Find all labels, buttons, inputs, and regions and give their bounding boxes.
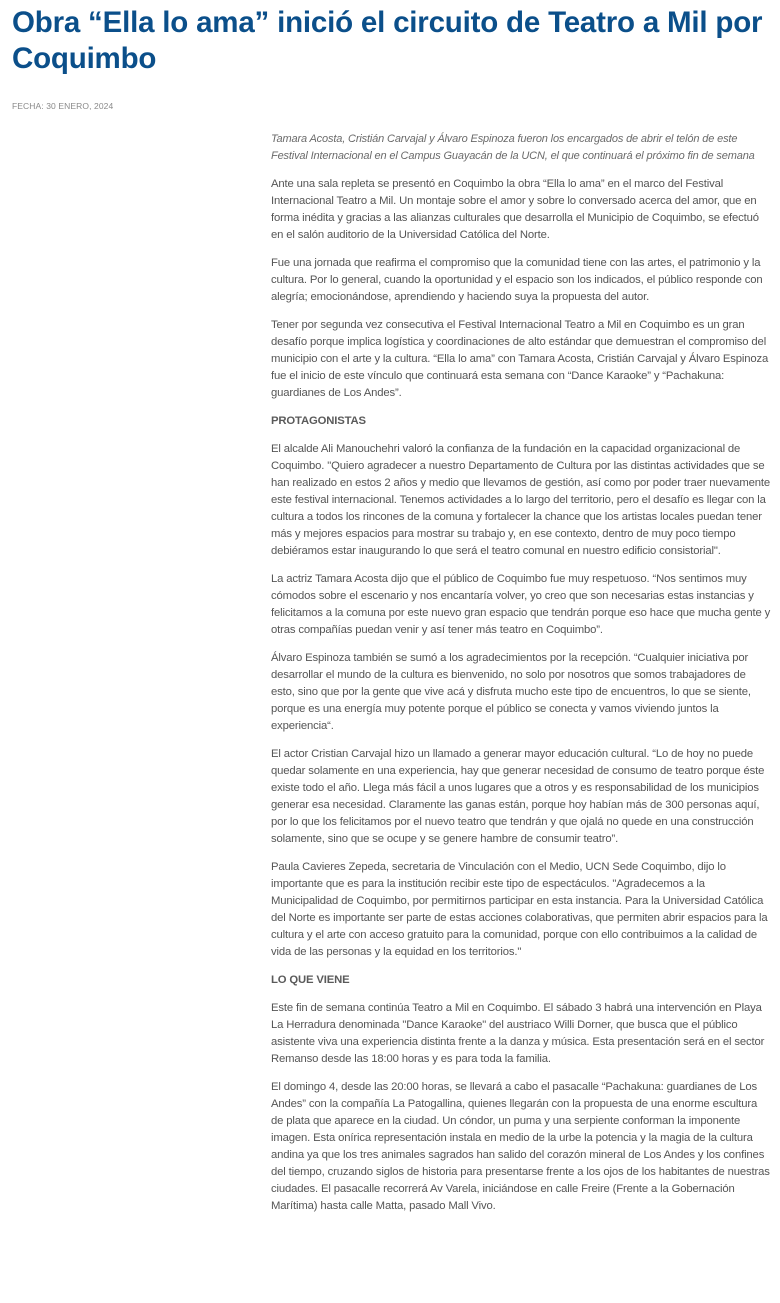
article-paragraph: Fue una jornada que reafirma el compromiso que la comunidad tiene con las artes, el patrimonio y la cultura. Por lo general, cuando la oportunidad y el espacio son los indicados, el público responde con alegría; emocionándose, aprendiendo y haciendo suya la propuesta del autor. bbox=[271, 257, 763, 303]
article-title: Obra “Ella lo ama” inició el circuito de Teatro a Mil por Coquimbo bbox=[12, 6, 763, 75]
article-lead: Tamara Acosta, Cristián Carvajal y Álvaro Espinoza fueron los encargados de abrir el telón de este Festival Internacional en el Campus Guayacán de la UCN, el que continuará el próximo fin de semana bbox=[271, 133, 755, 162]
article-paragraph: El actor Cristian Carvajal hizo un llamado a generar mayor educación cultural. “Lo de hoy no puede quedar solamente en una experiencia, hay que generar necesidad de consumo de teatro porque éste existe todo el año. Llega más fácil a unos lugares que a otros y es responsabilidad de los municipios generar esa necesidad. Claramente las ganas están, porque hoy habían más de 300 personas aquí, por lo que los felicitamos por el nuevo teatro que tendrán y que ojalá no quede en una construcción solamente, sino que se ocupe y se genere hambre de consumir teatro”. bbox=[271, 748, 765, 845]
article-paragraph: Ante una sala repleta se presentó en Coquimbo la obra “Ella lo ama” en el marco del Festival Internacional Teatro a Mil. Un montaje sobre el amor y sobre lo conversado acerca del amor, que en forma inédita y gracias a las alianzas culturales que desarrolla el Municipio de Coquimbo, se efectuó en el salón auditorio de la Universidad Católica del Norte. bbox=[271, 178, 759, 241]
article-body bbox=[271, 131, 771, 1226]
article-paragraph: La actriz Tamara Acosta dijo que el público de Coquimbo fue muy respetuoso. “Nos sentimos muy cómodos sobre el escenario y nos encantaría volver, yo creo que son necesarias estas instancias y felicitamos a la comuna por este nuevo gran espacio que tendrán porque eso hace que mucha gente y otras compañías puedan venir y así tener más teatro en Coquimbo”. bbox=[271, 573, 771, 636]
article-paragraph: El domingo 4, desde las 20:00 horas, se llevará a cabo el pasacalle “Pachakuna: guardianes de Los Andes” con la compañía La Patogallina, quienes llegarán con la propuesta de una enorme escultura de plata que aparece en la ciudad. Un cóndor, un puma y una serpiente conforman la imponente imagen. Esta onírica representación instala en medio de la urbe la potencia y la magia de la cultura andina ya que los tres animales sagrados han salido del corazón mineral de Los Andes y los confines del tiempo, cruzando siglos de historia para presentarse frente a los ojos de los habitantes de nuestras ciudades. El pasacalle recorrerá Av Varela, iniciándose en calle Freire (Frente a la Gobernación Marítima) hasta calle Matta, pasado Mall Vivo. bbox=[271, 1081, 770, 1212]
article-paragraph: El alcalde Ali Manouchehri valoró la confianza de la fundación en la capacidad organizacional de Coquimbo. "Quiero agradecer a nuestro Departamento de Cultura por las distintas actividades que se han realizado en estos 2 años y medio que llevamos de gestión, así como por poder traer nuevamente este festival internacional. Tenemos actividades a lo largo del territorio, pero el desafío es llegar con la cultura a todos los rincones de la comuna y fortalecer la chance que los artistas locales puedan tener más y mejores espacios para mostrar su trabajo y, en ese contexto, dentro de muy poco tiempo debiéramos estar inaugurando lo que será el teatro comunal en nuestro edificio consistorial". bbox=[271, 443, 770, 557]
article-paragraph: Este fin de semana continúa Teatro a Mil en Coquimbo. El sábado 3 habrá una intervención en Playa La Herradura denominada "Dance Karaoke" del austriaco Willi Dorner, que busca que el público asistente viva una experiencia distinta frente a la danza y música. Esta presentación será en el sector Remanso desde las 18:00 horas y es para toda la familia. bbox=[271, 1002, 765, 1065]
article-paragraph: Tener por segunda vez consecutiva el Festival Internacional Teatro a Mil en Coquimbo es un gran desafío porque implica logística y coordinaciones de alto estándar que demuestran el compromiso del municipio con el arte y la cultura. “Ella lo ama” con Tamara Acosta, Cristián Carvajal y Álvaro Espinoza fue el inicio de este vínculo que continuará esta semana con “Dance Karaoke” y “Pachakuna: guardianes de Los Andes”. bbox=[271, 319, 769, 399]
section-heading-lo-que-viene: LO QUE VIENE bbox=[271, 974, 350, 986]
article-paragraph: Álvaro Espinoza también se sumó a los agradecimientos por la recepción. “Cualquier iniciativa por desarrollar el mundo de la cultura es bienvenido, no solo por nosotros que somos trabajadores de esto, sino que por la gente que vive acá y disfruta mucho este tipo de encuentros, lo que se siente, porque es una energía muy potente porque el público se conecta y vamos viviendo juntos la experiencia“. bbox=[271, 652, 751, 732]
article-date: FECHA: 30 ENERO, 2024 bbox=[12, 101, 114, 111]
article-paragraph: Paula Cavieres Zepeda, secretaria de Vinculación con el Medio, UCN Sede Coquimbo, dijo lo importante que es para la institución recibir este tipo de espectáculos. "Agradecemos a la Municipalidad de Coquimbo, por permitirnos participar en esta instancia. Para la Universidad Católica del Norte es importante ser parte de estas acciones colaborativas, que permiten abrir espacios para la cultura y el arte con acceso gratuito para la comunidad, porque con ello contribuimos a la calidad de vida de las personas y la equidad en los territorios." bbox=[271, 861, 768, 958]
section-heading-protagonistas: PROTAGONISTAS bbox=[271, 415, 366, 427]
